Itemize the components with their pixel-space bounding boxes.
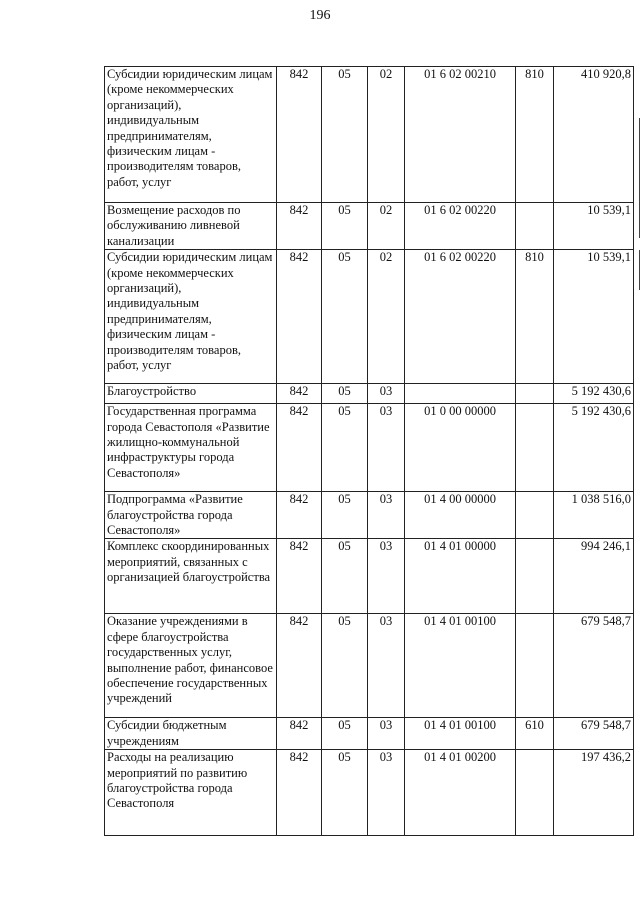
row-name: Расходы на реализацию мероприятий по развитию благоустройства города Севастополя [105, 750, 277, 836]
budget-table [104, 66, 634, 836]
row-name: Возмещение расходов по обслуживанию ливневой канализации [105, 203, 277, 250]
row-expense-type-code: 810 [516, 67, 554, 203]
row-name: Субсидии бюджетным учреждениям [105, 718, 277, 750]
row-subsection-code: 02 [368, 203, 405, 250]
row-subsection-code: 02 [368, 67, 405, 203]
row-section-code: 05 [322, 492, 368, 539]
row-expense-type-code [516, 492, 554, 539]
row-name: Комплекс скоординированных мероприятий, связанных с организацией благоустройства [105, 539, 277, 614]
row-target-code: 01 4 01 00200 [405, 750, 516, 836]
row-subsection-code: 03 [368, 718, 405, 750]
row-section-code: 05 [322, 718, 368, 750]
page-number: 196 [309, 8, 331, 23]
row-section-code: 05 [322, 203, 368, 250]
row-amount: 679 548,7 [554, 718, 634, 750]
row-amount: 197 436,2 [554, 750, 634, 836]
row-expense-type-code [516, 384, 554, 404]
table-row [105, 250, 634, 384]
row-target-code: 01 4 01 00100 [405, 718, 516, 750]
row-subsection-code: 03 [368, 539, 405, 614]
row-target-code: 01 6 02 00220 [405, 250, 516, 384]
row-target-code: 01 6 02 00210 [405, 67, 516, 203]
row-subsection-code: 03 [368, 404, 405, 492]
row-name: Подпрограмма «Развитие благоустройства города Севастополя» [105, 492, 277, 539]
row-target-code: 01 4 01 00100 [405, 614, 516, 718]
row-amount: 1 038 516,0 [554, 492, 634, 539]
row-grbs-code: 842 [277, 614, 322, 718]
table-row [105, 384, 634, 404]
table-row [105, 718, 634, 750]
row-name: Государственная программа города Севастополя «Развитие жилищно-коммунальной инфраструктуры города Севастополя» [105, 404, 277, 492]
row-grbs-code: 842 [277, 539, 322, 614]
row-expense-type-code: 610 [516, 718, 554, 750]
row-section-code: 05 [322, 384, 368, 404]
row-subsection-code: 03 [368, 492, 405, 539]
row-amount: 5 192 430,6 [554, 384, 634, 404]
row-amount: 410 920,8 [554, 67, 634, 203]
row-expense-type-code [516, 539, 554, 614]
row-amount: 5 192 430,6 [554, 404, 634, 492]
row-section-code: 05 [322, 67, 368, 203]
table-row [105, 539, 634, 614]
row-section-code: 05 [322, 250, 368, 384]
row-expense-type-code [516, 614, 554, 718]
row-grbs-code: 842 [277, 404, 322, 492]
row-target-code: 01 0 00 00000 [405, 404, 516, 492]
row-amount: 10 539,1 [554, 250, 634, 384]
table-row [105, 750, 634, 836]
row-subsection-code: 03 [368, 614, 405, 718]
table-row [105, 614, 634, 718]
row-target-code: 01 4 00 00000 [405, 492, 516, 539]
row-grbs-code: 842 [277, 203, 322, 250]
row-section-code: 05 [322, 750, 368, 836]
table-row [105, 492, 634, 539]
row-grbs-code: 842 [277, 67, 322, 203]
row-target-code: 01 6 02 00220 [405, 203, 516, 250]
row-expense-type-code [516, 203, 554, 250]
row-amount: 679 548,7 [554, 614, 634, 718]
row-amount: 994 246,1 [554, 539, 634, 614]
row-target-code [405, 384, 516, 404]
row-section-code: 05 [322, 614, 368, 718]
row-amount: 10 539,1 [554, 203, 634, 250]
row-grbs-code: 842 [277, 718, 322, 750]
row-grbs-code: 842 [277, 250, 322, 384]
row-grbs-code: 842 [277, 492, 322, 539]
row-expense-type-code [516, 404, 554, 492]
row-subsection-code: 03 [368, 750, 405, 836]
row-name: Благоустройство [105, 384, 277, 404]
table-row [105, 67, 634, 203]
row-section-code: 05 [322, 539, 368, 614]
table-row [105, 404, 634, 492]
table-row [105, 203, 634, 250]
row-name: Субсидии юридическим лицам (кроме некоммерческих организаций), индивидуальным предпринимателям, физическим лицам - производителям товаров, работ, услуг [105, 67, 277, 203]
row-name: Оказание учреждениями в сфере благоустройства государственных услуг, выполнение работ, финансовое обеспечение государственных учреждений [105, 614, 277, 718]
row-expense-type-code: 810 [516, 250, 554, 384]
row-grbs-code: 842 [277, 750, 322, 836]
row-grbs-code: 842 [277, 384, 322, 404]
row-name: Субсидии юридическим лицам (кроме некоммерческих организаций), индивидуальным предпринимателям, физическим лицам - производителям товаров, работ, услуг [105, 250, 277, 384]
table-body [105, 67, 634, 836]
row-subsection-code: 02 [368, 250, 405, 384]
row-section-code: 05 [322, 404, 368, 492]
row-subsection-code: 03 [368, 384, 405, 404]
row-expense-type-code [516, 750, 554, 836]
row-target-code: 01 4 01 00000 [405, 539, 516, 614]
